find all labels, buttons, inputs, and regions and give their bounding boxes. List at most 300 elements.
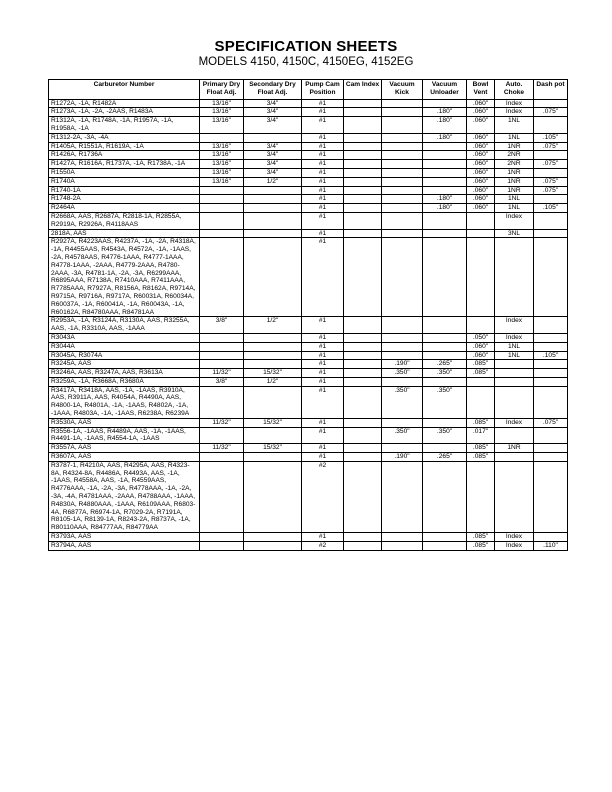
cell-vacuum-unloader	[423, 186, 467, 195]
cell-dash-pot: .075"	[534, 186, 568, 195]
cell-dash-pot	[534, 168, 568, 177]
cell-carburetor-number: R1312A, -1A, R1748A, -1A, R1957A, -1A, R1958A, -1A	[49, 117, 200, 134]
cell-auto-choke: 1NR	[495, 142, 534, 151]
cell-vacuum-unloader: .180"	[423, 117, 467, 134]
cell-bowl-vent: .060"	[467, 151, 495, 160]
cell-auto-choke	[495, 238, 534, 317]
cell-pump-cam: #1	[302, 333, 344, 342]
cell-vacuum-unloader	[423, 229, 467, 238]
cell-primary-float: 13/16"	[200, 117, 244, 134]
cell-vacuum-kick	[382, 461, 423, 532]
cell-primary-float	[200, 351, 244, 360]
cell-auto-choke: Index	[495, 533, 534, 542]
cell-secondary-float	[244, 229, 302, 238]
cell-secondary-float: 15/32"	[244, 369, 302, 378]
cell-dash-pot	[534, 444, 568, 453]
column-header-vacuum-kick: Vacuum Kick	[382, 80, 423, 100]
cell-secondary-float: 3/4"	[244, 160, 302, 169]
cell-primary-float: 11/32"	[200, 369, 244, 378]
cell-auto-choke: 1NR	[495, 177, 534, 186]
cell-vacuum-kick	[382, 108, 423, 117]
cell-cam-index	[344, 386, 382, 418]
table-row	[49, 351, 568, 360]
cell-carburetor-number: R1405A, R1551A, R1619A, -1A	[49, 142, 200, 151]
cell-carburetor-number: R1273A, -1A, -2A, -2AAS, R1483A	[49, 108, 200, 117]
cell-vacuum-kick	[382, 238, 423, 317]
cell-dash-pot	[534, 229, 568, 238]
cell-pump-cam: #1	[302, 418, 344, 427]
cell-bowl-vent: .085"	[467, 418, 495, 427]
cell-carburetor-number: R3557A, AAS	[49, 444, 200, 453]
cell-primary-float: 13/16"	[200, 99, 244, 108]
cell-bowl-vent: .060"	[467, 168, 495, 177]
cell-pump-cam: #1	[302, 117, 344, 134]
cell-secondary-float	[244, 360, 302, 369]
table-row	[49, 117, 568, 134]
cell-dash-pot	[534, 99, 568, 108]
cell-cam-index	[344, 377, 382, 386]
cell-vacuum-unloader	[423, 238, 467, 317]
table-row	[49, 133, 568, 142]
cell-carburetor-number: R3787-1, R4210A, AAS, R4295A, AAS, R4323-8A, R4324-8A, R4486A, R4493A, AAS, -1A, -1AAS, R4558A, AAS, -1A, R4559AAS, R4776AAA, -1A, -2A, -3A, R4778AAA, -1A, -2A, -3A, -4A, R4781AAA, -2AAA, R4788AAA, -1AAA, R4830A, R4880AAA, -1AAA, R6109AAA, R6803-4A, R6877A, R6974-1A, R7029-2A, R7191A, R8105-1A, R8139-1A, R8243-2A, R8737A, -1A, R80110AAA, R84777AA, R84779AA	[49, 461, 200, 532]
cell-pump-cam: #1	[302, 238, 344, 317]
cell-cam-index	[344, 541, 382, 550]
column-header-cam-index: Cam Index	[344, 80, 382, 100]
cell-vacuum-kick	[382, 195, 423, 204]
cell-auto-choke: Index	[495, 108, 534, 117]
cell-cam-index	[344, 238, 382, 317]
cell-dash-pot	[534, 386, 568, 418]
cell-auto-choke: 2NR	[495, 160, 534, 169]
cell-auto-choke: 1NR	[495, 186, 534, 195]
cell-secondary-float	[244, 386, 302, 418]
cell-pump-cam: #1	[302, 229, 344, 238]
cell-secondary-float	[244, 541, 302, 550]
cell-dash-pot	[534, 333, 568, 342]
cell-bowl-vent: .060"	[467, 342, 495, 351]
cell-secondary-float	[244, 427, 302, 444]
cell-primary-float: 11/32"	[200, 444, 244, 453]
cell-dash-pot	[534, 533, 568, 542]
cell-carburetor-number: R3043A	[49, 333, 200, 342]
column-header-secondary-float: Secondary Dry Float Adj.	[244, 80, 302, 100]
cell-bowl-vent: .060"	[467, 195, 495, 204]
cell-cam-index	[344, 212, 382, 229]
cell-carburetor-number: R2927A, R4223AAS, R4237A, -1A, -2A, R4318A, -1A, R4455AAS, R4543A, R4572A, -1A, -1AAS, -2A, R4578AAS, R4776-1AAA, R4777-1AAA, R4778-1AAA, -2AAA, R4779-2AAA, R4780-2AAA, -3A, R4781-1A, -2A, -3A, R6299AAA, R6895AAA, R7138A, R7410AAA, R7411AAA, R7785AAA, R7927A, R8156A, R8162A, R9714A, R9715A, R9716A, R9717A, R60031A, R60034A, R60037A, -1A, R60041A, -1A, R60043A, -1A, R60162A, R84780AAA, R84781AA	[49, 238, 200, 317]
cell-cam-index	[344, 133, 382, 142]
cell-dash-pot: .075"	[534, 108, 568, 117]
cell-vacuum-kick	[382, 317, 423, 334]
table-row	[49, 99, 568, 108]
table-row	[49, 541, 568, 550]
cell-pump-cam: #1	[302, 427, 344, 444]
cell-dash-pot	[534, 195, 568, 204]
cell-vacuum-kick	[382, 342, 423, 351]
cell-cam-index	[344, 418, 382, 427]
cell-carburetor-number: R1272A, -1A, R1482A	[49, 99, 200, 108]
cell-secondary-float: 3/4"	[244, 168, 302, 177]
cell-pump-cam: #1	[302, 377, 344, 386]
cell-cam-index	[344, 427, 382, 444]
cell-vacuum-unloader: .265"	[423, 453, 467, 462]
cell-cam-index	[344, 186, 382, 195]
cell-auto-choke: 1NL	[495, 204, 534, 213]
cell-bowl-vent: .085"	[467, 369, 495, 378]
cell-bowl-vent: .060"	[467, 177, 495, 186]
cell-vacuum-unloader	[423, 317, 467, 334]
cell-bowl-vent: .060"	[467, 160, 495, 169]
cell-carburetor-number: R3530A, AAS	[49, 418, 200, 427]
cell-cam-index	[344, 108, 382, 117]
cell-auto-choke: 2NR	[495, 151, 534, 160]
cell-primary-float	[200, 229, 244, 238]
cell-secondary-float	[244, 133, 302, 142]
table-row	[49, 204, 568, 213]
cell-carburetor-number: R3793A, AAS	[49, 533, 200, 542]
cell-bowl-vent: .060"	[467, 142, 495, 151]
cell-vacuum-kick	[382, 418, 423, 427]
cell-pump-cam: #1	[302, 177, 344, 186]
cell-secondary-float	[244, 238, 302, 317]
cell-bowl-vent: .060"	[467, 133, 495, 142]
cell-vacuum-kick: .350"	[382, 369, 423, 378]
cell-secondary-float: 3/4"	[244, 99, 302, 108]
cell-secondary-float: 15/32"	[244, 418, 302, 427]
cell-dash-pot: .105"	[534, 351, 568, 360]
table-row	[49, 333, 568, 342]
cell-vacuum-unloader	[423, 168, 467, 177]
cell-carburetor-number: R3044A	[49, 342, 200, 351]
cell-primary-float: 13/16"	[200, 142, 244, 151]
cell-vacuum-unloader: .180"	[423, 195, 467, 204]
cell-auto-choke	[495, 386, 534, 418]
cell-bowl-vent: .060"	[467, 351, 495, 360]
cell-cam-index	[344, 229, 382, 238]
cell-vacuum-kick	[382, 541, 423, 550]
cell-secondary-float	[244, 533, 302, 542]
cell-primary-float: 13/16"	[200, 177, 244, 186]
cell-cam-index	[344, 99, 382, 108]
cell-auto-choke	[495, 369, 534, 378]
cell-primary-float: 3/8"	[200, 317, 244, 334]
cell-bowl-vent: .085"	[467, 453, 495, 462]
cell-bowl-vent	[467, 377, 495, 386]
cell-cam-index	[344, 195, 382, 204]
cell-dash-pot: .105"	[534, 204, 568, 213]
cell-auto-choke: 1NR	[495, 168, 534, 177]
column-header-primary-float: Primary Dry Float Adj.	[200, 80, 244, 100]
cell-vacuum-unloader	[423, 342, 467, 351]
cell-secondary-float: 3/4"	[244, 151, 302, 160]
cell-auto-choke: Index	[495, 99, 534, 108]
cell-auto-choke: 1NR	[495, 444, 534, 453]
cell-vacuum-unloader	[423, 212, 467, 229]
cell-vacuum-unloader: .350"	[423, 386, 467, 418]
cell-secondary-float	[244, 195, 302, 204]
cell-vacuum-kick: .350"	[382, 386, 423, 418]
cell-pump-cam: #1	[302, 99, 344, 108]
cell-vacuum-kick	[382, 160, 423, 169]
cell-primary-float	[200, 427, 244, 444]
cell-auto-choke	[495, 427, 534, 444]
cell-primary-float	[200, 204, 244, 213]
cell-pump-cam: #1	[302, 317, 344, 334]
cell-vacuum-unloader: .265"	[423, 360, 467, 369]
cell-auto-choke: Index	[495, 418, 534, 427]
cell-bowl-vent: .085"	[467, 444, 495, 453]
cell-carburetor-number: R2668A, AAS, R2687A, R2818-1A, R2855A, R2919A, R2926A, R4118AAS	[49, 212, 200, 229]
table-row	[49, 229, 568, 238]
cell-cam-index	[344, 369, 382, 378]
cell-vacuum-unloader: .180"	[423, 108, 467, 117]
table-row	[49, 444, 568, 453]
cell-dash-pot: .075"	[534, 418, 568, 427]
cell-bowl-vent: .085"	[467, 541, 495, 550]
cell-primary-float	[200, 360, 244, 369]
cell-cam-index	[344, 117, 382, 134]
cell-pump-cam: #1	[302, 186, 344, 195]
cell-bowl-vent: .085"	[467, 360, 495, 369]
cell-vacuum-unloader: .350"	[423, 427, 467, 444]
cell-dash-pot: .075"	[534, 177, 568, 186]
cell-vacuum-kick	[382, 204, 423, 213]
cell-vacuum-kick	[382, 229, 423, 238]
cell-vacuum-kick	[382, 351, 423, 360]
specification-table	[48, 79, 568, 551]
cell-pump-cam: #1	[302, 453, 344, 462]
cell-auto-choke: Index	[495, 541, 534, 550]
cell-carburetor-number: R3259A, -1A, R3668A, R3680A	[49, 377, 200, 386]
cell-vacuum-unloader	[423, 461, 467, 532]
cell-bowl-vent: .060"	[467, 117, 495, 134]
cell-cam-index	[344, 342, 382, 351]
cell-carburetor-number: R3607A, AAS	[49, 453, 200, 462]
cell-cam-index	[344, 204, 382, 213]
column-header-vacuum-unloader: Vacuum Unloader	[423, 80, 467, 100]
cell-bowl-vent: .060"	[467, 99, 495, 108]
cell-pump-cam: #1	[302, 204, 344, 213]
cell-carburetor-number: 2818A, AAS	[49, 229, 200, 238]
cell-primary-float	[200, 133, 244, 142]
cell-pump-cam: #2	[302, 461, 344, 532]
cell-dash-pot: .075"	[534, 142, 568, 151]
table-row	[49, 151, 568, 160]
cell-auto-choke: 1NL	[495, 351, 534, 360]
cell-vacuum-unloader	[423, 533, 467, 542]
table-row	[49, 238, 568, 317]
cell-bowl-vent	[467, 229, 495, 238]
cell-carburetor-number: R3246A, AAS, R3247A, AAS, R3613A	[49, 369, 200, 378]
cell-pump-cam: #1	[302, 360, 344, 369]
cell-primary-float	[200, 186, 244, 195]
cell-auto-choke: 1NL	[495, 342, 534, 351]
cell-pump-cam: #1	[302, 444, 344, 453]
cell-vacuum-kick	[382, 117, 423, 134]
cell-primary-float	[200, 453, 244, 462]
cell-carburetor-number: R2464A	[49, 204, 200, 213]
table-row	[49, 195, 568, 204]
table-row	[49, 108, 568, 117]
cell-pump-cam: #1	[302, 168, 344, 177]
page-title: SPECIFICATION SHEETS	[214, 38, 398, 55]
cell-vacuum-kick	[382, 177, 423, 186]
table-row	[49, 386, 568, 418]
table-row	[49, 160, 568, 169]
cell-vacuum-kick: .190"	[382, 453, 423, 462]
cell-vacuum-unloader: .180"	[423, 133, 467, 142]
table-row	[49, 186, 568, 195]
cell-pump-cam: #1	[302, 133, 344, 142]
table-row	[49, 453, 568, 462]
cell-vacuum-kick	[382, 151, 423, 160]
cell-primary-float	[200, 333, 244, 342]
cell-dash-pot	[534, 238, 568, 317]
cell-secondary-float	[244, 342, 302, 351]
cell-auto-choke: 3NL	[495, 229, 534, 238]
cell-dash-pot: .105"	[534, 133, 568, 142]
cell-dash-pot: .075"	[534, 160, 568, 169]
cell-cam-index	[344, 142, 382, 151]
cell-vacuum-unloader	[423, 177, 467, 186]
cell-primary-float	[200, 238, 244, 317]
cell-dash-pot	[534, 317, 568, 334]
cell-primary-float	[200, 342, 244, 351]
cell-auto-choke: 1NL	[495, 195, 534, 204]
table-row	[49, 461, 568, 532]
table-row	[49, 533, 568, 542]
table-row	[49, 360, 568, 369]
cell-secondary-float: 15/32"	[244, 444, 302, 453]
cell-secondary-float: 3/4"	[244, 142, 302, 151]
cell-vacuum-unloader	[423, 377, 467, 386]
page-subtitle: MODELS 4150, 4150C, 4150EG, 4152EG	[198, 56, 414, 68]
cell-bowl-vent	[467, 317, 495, 334]
cell-dash-pot	[534, 151, 568, 160]
cell-dash-pot	[534, 427, 568, 444]
column-header-carburetor-number: Carburetor Number	[49, 80, 200, 100]
table-row	[49, 427, 568, 444]
cell-carburetor-number: R3045A, R3074A	[49, 351, 200, 360]
cell-dash-pot	[534, 369, 568, 378]
cell-vacuum-kick	[382, 533, 423, 542]
cell-primary-float	[200, 386, 244, 418]
column-header-bowl-vent: Bowl Vent	[467, 80, 495, 100]
column-header-dash-pot: Dash pot	[534, 80, 568, 100]
cell-dash-pot	[534, 453, 568, 462]
cell-cam-index	[344, 177, 382, 186]
cell-pump-cam: #1	[302, 151, 344, 160]
cell-vacuum-kick	[382, 186, 423, 195]
cell-pump-cam: #1	[302, 195, 344, 204]
cell-carburetor-number: R2953A, -1A, R3124A, R3130A, AAS, R3255A, AAS, -1A, R3310A, AAS, -1AAA	[49, 317, 200, 334]
cell-bowl-vent	[467, 238, 495, 317]
cell-vacuum-kick	[382, 133, 423, 142]
cell-primary-float	[200, 541, 244, 550]
cell-pump-cam: #1	[302, 160, 344, 169]
cell-bowl-vent: .060"	[467, 108, 495, 117]
cell-primary-float: 13/16"	[200, 160, 244, 169]
cell-primary-float	[200, 212, 244, 229]
cell-vacuum-kick	[382, 444, 423, 453]
cell-auto-choke	[495, 461, 534, 532]
cell-primary-float: 13/16"	[200, 108, 244, 117]
cell-auto-choke	[495, 377, 534, 386]
cell-carburetor-number: R1312-2A, -3A, -4A	[49, 133, 200, 142]
cell-carburetor-number: R1426A, R1736A	[49, 151, 200, 160]
cell-secondary-float	[244, 204, 302, 213]
cell-vacuum-kick	[382, 333, 423, 342]
cell-bowl-vent: .017"	[467, 427, 495, 444]
cell-pump-cam: #1	[302, 386, 344, 418]
cell-primary-float: 3/8"	[200, 377, 244, 386]
cell-secondary-float	[244, 453, 302, 462]
cell-vacuum-unloader	[423, 160, 467, 169]
cell-cam-index	[344, 461, 382, 532]
table-row	[49, 377, 568, 386]
cell-cam-index	[344, 160, 382, 169]
table-row	[49, 317, 568, 334]
cell-dash-pot	[534, 117, 568, 134]
cell-bowl-vent: .085"	[467, 533, 495, 542]
cell-cam-index	[344, 360, 382, 369]
table-header-row	[49, 80, 568, 100]
cell-auto-choke: Index	[495, 317, 534, 334]
cell-secondary-float: 1/2"	[244, 377, 302, 386]
cell-secondary-float	[244, 212, 302, 229]
cell-vacuum-unloader	[423, 351, 467, 360]
cell-carburetor-number: R1550A	[49, 168, 200, 177]
cell-dash-pot	[534, 461, 568, 532]
cell-carburetor-number: R1740A	[49, 177, 200, 186]
cell-pump-cam: #1	[302, 351, 344, 360]
cell-cam-index	[344, 168, 382, 177]
cell-pump-cam: #1	[302, 342, 344, 351]
cell-vacuum-unloader	[423, 444, 467, 453]
cell-carburetor-number: R1740-1A	[49, 186, 200, 195]
cell-vacuum-kick	[382, 142, 423, 151]
cell-bowl-vent	[467, 461, 495, 532]
cell-vacuum-unloader	[423, 418, 467, 427]
cell-pump-cam: #1	[302, 108, 344, 117]
cell-vacuum-kick: .190"	[382, 360, 423, 369]
table-body	[49, 99, 568, 550]
cell-secondary-float: 1/2"	[244, 317, 302, 334]
cell-vacuum-unloader: .350"	[423, 369, 467, 378]
cell-dash-pot	[534, 360, 568, 369]
cell-bowl-vent	[467, 212, 495, 229]
cell-secondary-float	[244, 351, 302, 360]
cell-vacuum-unloader	[423, 151, 467, 160]
cell-pump-cam: #1	[302, 533, 344, 542]
cell-primary-float: 13/16"	[200, 168, 244, 177]
cell-carburetor-number: R1748-2A	[49, 195, 200, 204]
cell-carburetor-number: R1427A, R1616A, R1737A, -1A, R1738A, -1A	[49, 160, 200, 169]
table-row	[49, 142, 568, 151]
cell-dash-pot	[534, 212, 568, 229]
cell-vacuum-unloader	[423, 142, 467, 151]
cell-vacuum-unloader	[423, 541, 467, 550]
cell-cam-index	[344, 351, 382, 360]
cell-secondary-float: 3/4"	[244, 108, 302, 117]
cell-bowl-vent: .060"	[467, 186, 495, 195]
cell-carburetor-number: R3556-1A, -1AAS, R4489A, AAS, -1A, -1AAS, R4491-1A, -1AAS, R4554-1A, -1AAS	[49, 427, 200, 444]
table-row	[49, 212, 568, 229]
cell-bowl-vent: .050"	[467, 333, 495, 342]
cell-auto-choke	[495, 360, 534, 369]
column-header-auto-choke: Auto. Choke	[495, 80, 534, 100]
cell-auto-choke: Index	[495, 212, 534, 229]
cell-auto-choke: 1NL	[495, 133, 534, 142]
